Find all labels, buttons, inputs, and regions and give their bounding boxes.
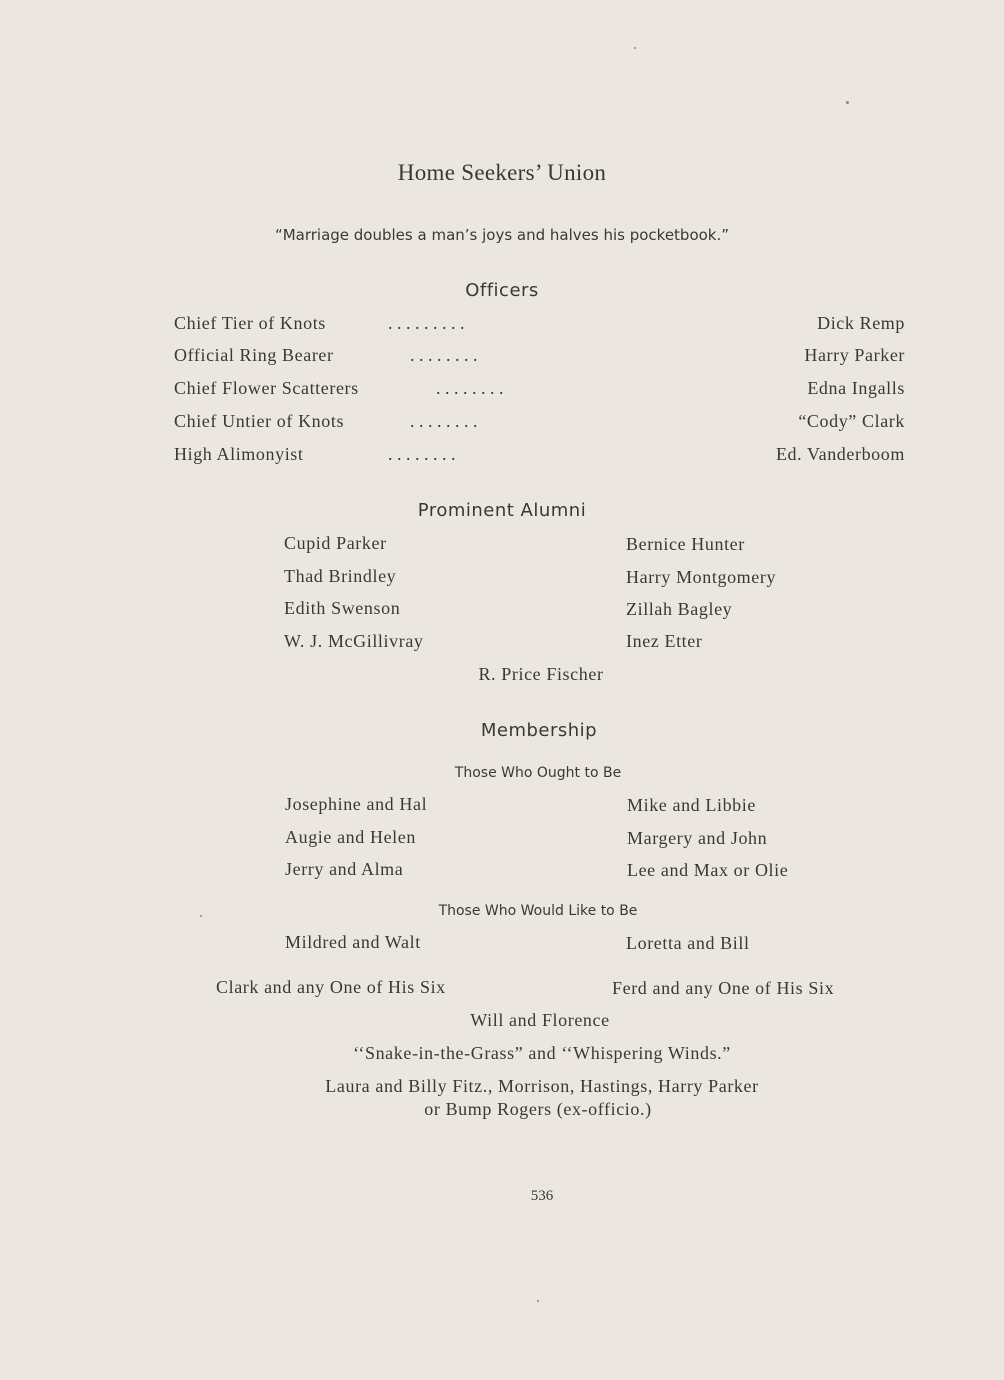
alumni-name: Inez Etter — [626, 631, 703, 651]
officer-name: Dick Remp — [817, 313, 905, 333]
motto: “Marriage doubles a man’s joys and halves his pocketbook.” — [274, 226, 730, 244]
alumni-name-centered: R. Price Fischer — [478, 664, 604, 684]
officer-title: Chief Flower Scatterers — [174, 378, 359, 398]
paper-speck — [846, 101, 849, 104]
member-line: ‘‘Snake-in-the-Grass” and ‘‘Whispering Winds.” — [353, 1043, 731, 1063]
dot-leader: . . . . . . . . — [410, 345, 478, 365]
dot-leader: . . . . . . . . — [388, 444, 456, 464]
member-pair: Lee and Max or Olie — [627, 860, 789, 880]
alumni-heading: Prominent Alumni — [417, 500, 587, 521]
officer-name: Ed. Vanderboom — [775, 444, 905, 464]
officer-title: High Alimonyist — [174, 444, 304, 464]
alumni-name: Bernice Hunter — [626, 534, 745, 554]
dot-leader: . . . . . . . . — [410, 411, 478, 431]
alumni-name: Harry Montgomery — [626, 567, 777, 587]
member-line: Ferd and any One of His Six — [612, 978, 835, 998]
alumni-name: Edith Swenson — [284, 598, 401, 618]
dot-leader: . . . . . . . . . — [388, 313, 465, 333]
officer-row — [174, 313, 905, 339]
alumni-name: W. J. McGillivray — [284, 631, 424, 651]
alumni-name: Zillah Bagley — [626, 599, 733, 619]
member-pair: Mildred and Walt — [285, 932, 421, 952]
officer-row — [174, 345, 905, 371]
officer-name: Harry Parker — [804, 345, 905, 365]
ought-subheading: Those Who Ought to Be — [454, 765, 622, 781]
alumni-name: Cupid Parker — [284, 533, 387, 553]
officer-row — [174, 411, 905, 437]
member-pair: Augie and Helen — [285, 827, 416, 847]
page-number: 536 — [530, 1188, 554, 1204]
officer-title: Chief Untier of Knots — [174, 411, 345, 431]
member-line: or Bump Rogers (ex-officio.) — [424, 1099, 652, 1119]
officer-title: Official Ring Bearer — [174, 345, 334, 365]
officer-name: “Cody” Clark — [798, 411, 905, 431]
member-pair: Margery and John — [627, 828, 768, 848]
paper-speck — [537, 1300, 539, 1302]
member-pair: Jerry and Alma — [285, 859, 404, 879]
officer-row — [174, 378, 905, 404]
would-subheading: Those Who Would Like to Be — [438, 903, 638, 919]
member-pair: Loretta and Bill — [626, 933, 750, 953]
officer-title: Chief Tier of Knots — [174, 313, 326, 333]
dot-leader: . . . . . . . . — [436, 378, 504, 398]
paper-speck — [634, 47, 636, 49]
page-title: Home Seekers’ Union — [397, 160, 607, 185]
member-line: Laura and Billy Fitz., Morrison, Hastings, Harry Parker — [325, 1076, 759, 1096]
officers-heading: Officers — [465, 280, 539, 301]
alumni-name: Thad Brindley — [284, 566, 397, 586]
member-line: Clark and any One of His Six — [216, 977, 446, 997]
membership-heading: Membership — [480, 720, 598, 741]
officer-row — [174, 444, 905, 470]
member-pair: Mike and Libbie — [627, 795, 756, 815]
member-pair: Josephine and Hal — [285, 794, 428, 814]
officer-name: Edna Ingalls — [807, 378, 905, 398]
paper-speck — [200, 915, 202, 917]
member-line: Will and Florence — [470, 1010, 610, 1030]
